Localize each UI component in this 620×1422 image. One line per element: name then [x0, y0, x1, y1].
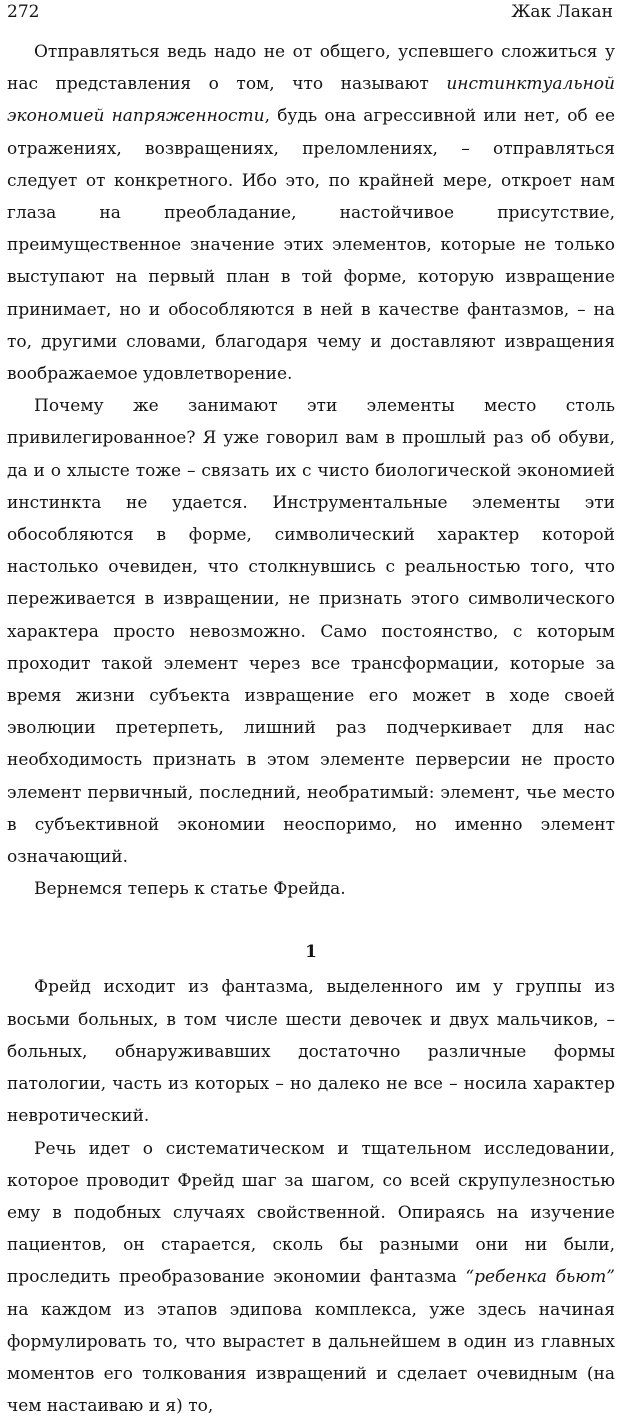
paragraph-1-italic-term: инстинктуальной экономией напряженности: [7, 74, 615, 126]
paragraph-5-text-start: Речь идет о систематическом и тщательном исследовании, которое проводит Фрейд шаг за шагом, со всей скрупулезностью ему в подобных случаях свойственной. Опираясь на изучение пациентов, он старается, сколь бы разными они ни были, проследить преобразование экономии фантазма: [7, 1139, 615, 1288]
page-number: 272: [7, 1, 39, 23]
paragraph-1-text-start: Отправляться ведь надо не от общего, успевшего сложиться у нас представления о том, что называют: [7, 42, 615, 94]
paragraph-1: [7, 36, 615, 390]
section-number: 1: [7, 937, 615, 967]
running-head: [7, 1, 613, 31]
body-text: [7, 36, 615, 1422]
paragraph-1-text-end: , будь она агрессивной или нет, об ее отражениях, возвращениях, преломлениях, – отправляться следует от конкретного. Ибо это, по крайней мере, откроет нам глаза на преобладание, настойчивое присутствие, преимущественное значение этих элементов, которые не только выступают на первый план в той форме, которую извращение принимает, но и обособляются в ней в качестве фантазмов, – на то, другими словами, благодаря чему и доставляют извращения воображаемое удовлетворение.: [7, 106, 615, 384]
paragraph-2: Почему же занимают эти элементы место столь привилегированное? Я уже говорил вам в прошлый раз об обуви, да и о хлысте тоже – связать их с чисто биологической экономией инстинкта не удается. Инструментальные элементы эти обособляются в форме, символический характер которой настолько очевиден, что столкнувшись с реальностью того, что переживается в извращении, не признать этого символического характера просто невозможно. Само постоянство, с которым проходит такой элемент через все трансформации, которые за время жизни субъекта извращение его может в ходе своей эволюции претерпеть, лишний раз подчеркивает для нас необходимость признать в этом элементе перверсии не просто элемент первичный, последний, необратимый: элемент, чье место в субъективной экономии неоспоримо, но именно элемент означающий.: [7, 390, 615, 873]
paragraph-3: Вернемся теперь к статье Фрейда.: [7, 873, 615, 905]
running-head-author: Жак Лакан: [511, 1, 613, 23]
paragraph-5: [7, 1133, 615, 1422]
paragraph-4: Фрейд исходит из фантазма, выделенного им у группы из восьми больных, в том числе шести девочек и двух мальчиков, – больных, обнаруживавших достаточно различные формы патологии, часть из которых – но далеко не все – носила характер невротический.: [7, 971, 615, 1132]
paragraph-5-text-end: на каждом из этапов эдипова комплекса, уже здесь начиная формулировать то, что вырастет в дальнейшем в один из главных моментов его толкования извращений и сделает очевидным (на чем настаиваю и я) то,: [7, 1300, 615, 1417]
paragraph-5-italic-phrase: “ребенка бьют”: [465, 1267, 615, 1287]
